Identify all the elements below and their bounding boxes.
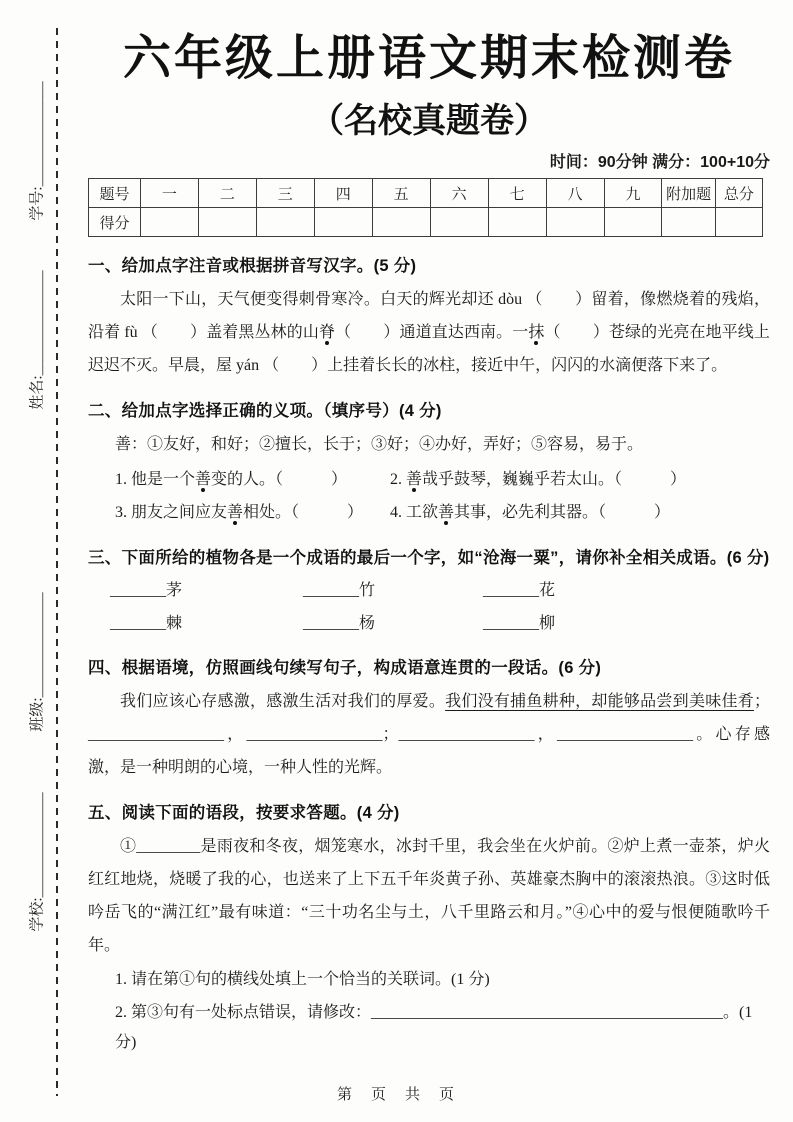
section-2-item-1: 1. 他是一个善变的人。（ ） bbox=[115, 471, 348, 488]
score-table bbox=[88, 178, 763, 237]
student-number-label: 学号: bbox=[29, 186, 46, 221]
score-cell bbox=[488, 208, 546, 237]
section-1-passage: 太阳一下山，天气便变得刺骨寒冷。白天的辉光却还 dòu （ ）留着，像燃烧着的残焰，沿着 fù （ ）盖着黑丛林的山脊（ ）通道直达西南。一抹（ ）苍绿的光亮在地平线上迟迟不灭。早晨，屋 yán （ ）上挂着长长的冰柱，接近中午，闪闪的水滴便落下来了。 bbox=[88, 291, 770, 374]
section-3-heading: 三、下面所给的植物各是一个成语的最后一个字，如“沧海一粟”，请你补全相关成语。(6 分) bbox=[88, 549, 770, 567]
section-4-passage: 我们应该心存感激，感激生活对我们的厚爱。我们没有捕鱼耕种，却能够品尝到美味佳肴；_________________，_________________；_________________，_________________。心存感激，是一种明朗的心境，一种人性的光辉。 bbox=[88, 693, 770, 776]
score-header-cell: 一 bbox=[140, 179, 198, 208]
idiom-blank: _______花 bbox=[483, 582, 556, 599]
score-cell bbox=[715, 208, 762, 237]
score-header-cell: 八 bbox=[546, 179, 604, 208]
idiom-blank: _______柳 bbox=[483, 615, 556, 632]
section-1 bbox=[88, 254, 770, 382]
class-line: ______________ bbox=[29, 592, 46, 698]
score-cell bbox=[430, 208, 488, 237]
exam-subtitle: （名校真题卷） bbox=[310, 102, 548, 140]
idiom-blank: _______茅 bbox=[110, 582, 183, 599]
score-header-cell: 附加题 bbox=[662, 179, 715, 208]
score-header-cell: 五 bbox=[372, 179, 430, 208]
section-3-blanks bbox=[88, 575, 770, 639]
section-4 bbox=[88, 656, 770, 784]
page-footer: 第 页 共 页 bbox=[336, 1087, 456, 1103]
section-1-heading: 一、给加点字注音或根据拼音写汉字。(5 分) bbox=[88, 257, 417, 275]
score-cell bbox=[546, 208, 604, 237]
idiom-blank: _______竹 bbox=[303, 582, 376, 599]
score-header-cell: 四 bbox=[314, 179, 372, 208]
score-header-cell: 九 bbox=[604, 179, 662, 208]
class-label: 班级: bbox=[29, 697, 46, 732]
exam-meta: 时间：90分钟 满分：100+10分 bbox=[549, 154, 770, 171]
score-header-cell: 总分 bbox=[715, 179, 762, 208]
section-5-heading: 五、阅读下面的语段，按要求答题。(4 分) bbox=[88, 804, 400, 822]
section-5-passage: ①________是雨夜和冬夜，烟笼寒水，冰封千里，我会坐在火炉前。②炉上煮一壶茶，炉火红红地烧，烧暖了我的心，也送来了上下五千年炎黄子孙、英雄豪杰胸中的滚滚热浪。③这时低吟岳飞的“满江红”最有味道：“三十功名尘与土，八千里路云和月。”④心中的爱与恨便随歌吟千年。 bbox=[88, 838, 770, 954]
section-2-item-3: 3. 朋友之间应友善相处。（ ） bbox=[115, 504, 364, 521]
score-cell bbox=[140, 208, 198, 237]
section-2-item-2: 2. 善哉乎鼓琴，巍巍乎若太山。（ ） bbox=[390, 471, 687, 488]
student-number-line: ______________ bbox=[29, 81, 46, 187]
section-5 bbox=[88, 801, 770, 1058]
score-table-score-row bbox=[89, 208, 763, 237]
section-2-heading: 二、给加点字选择正确的义项。（填序号）(4 分) bbox=[88, 402, 442, 420]
class-field bbox=[26, 576, 47, 748]
section-2-item-4: 4. 工欲善其事，必先利其器。（ ） bbox=[390, 504, 671, 521]
score-header-cell: 题号 bbox=[89, 179, 141, 208]
score-cell bbox=[662, 208, 715, 237]
score-header-cell: 二 bbox=[198, 179, 256, 208]
score-cell bbox=[256, 208, 314, 237]
score-row-label: 得分 bbox=[89, 208, 141, 237]
school-line: ______________ bbox=[29, 792, 46, 898]
score-cell bbox=[604, 208, 662, 237]
student-number-field bbox=[26, 65, 47, 237]
score-table-header-row bbox=[89, 179, 763, 208]
score-cell bbox=[372, 208, 430, 237]
score-cell bbox=[198, 208, 256, 237]
section-2 bbox=[88, 399, 770, 529]
section-4-heading: 四、根据语境，仿照画线句续写句子，构成语意连贯的一段话。(6 分) bbox=[88, 659, 602, 677]
score-header-cell: 七 bbox=[488, 179, 546, 208]
exam-content bbox=[88, 0, 770, 1061]
idiom-blank: _______杨 bbox=[303, 615, 376, 632]
school-field bbox=[26, 776, 47, 948]
student-name-label: 姓名: bbox=[29, 375, 46, 410]
section-2-items bbox=[88, 463, 770, 529]
student-name-field bbox=[26, 254, 47, 426]
idiom-blank: _______棘 bbox=[110, 615, 183, 632]
section-5-question-2: 2. 第③句有一处标点错误，请修改：____________________________________________。(1 分) bbox=[115, 1004, 753, 1051]
score-header-cell: 六 bbox=[430, 179, 488, 208]
school-label: 学校: bbox=[29, 897, 46, 932]
section-2-definitions: 善：①友好，和好；②擅长，长于；③好；④办好，弄好；⑤容易，易于。 bbox=[115, 436, 644, 453]
section-3 bbox=[88, 546, 770, 639]
binding-dashed-line bbox=[56, 28, 58, 1096]
section-5-question-1: 1. 请在第①句的横线处填上一个恰当的关联词。(1 分) bbox=[115, 971, 490, 988]
score-cell bbox=[314, 208, 372, 237]
exam-title: 六年级上册语文期末检测卷 bbox=[122, 32, 735, 85]
score-header-cell: 三 bbox=[256, 179, 314, 208]
student-name-line: ______________ bbox=[29, 270, 46, 376]
